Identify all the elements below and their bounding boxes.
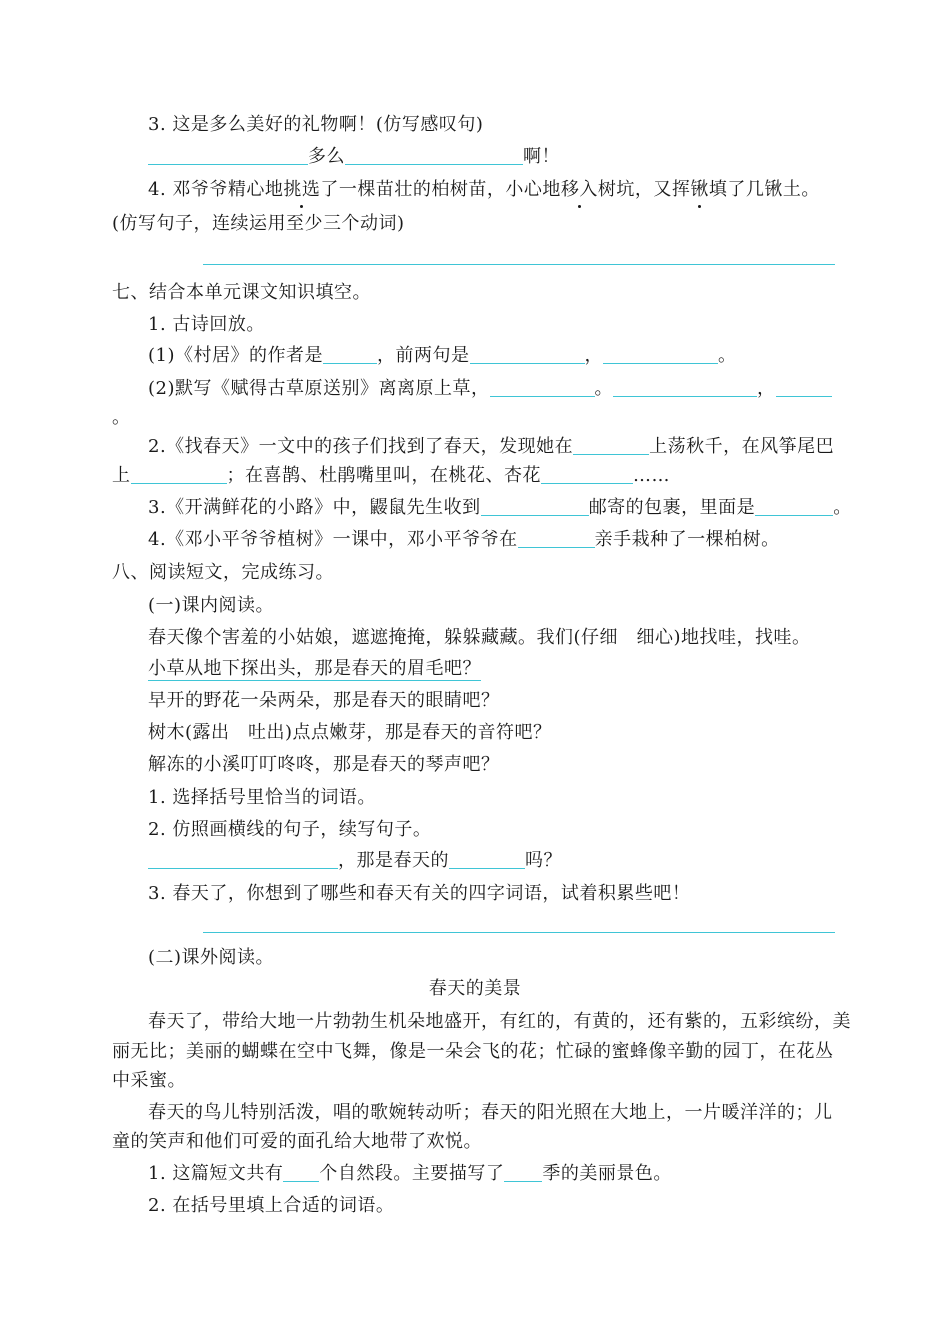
question-4-sentence: 4. 邓爷爷精心地挑选了一棵苗壮的柏树苗，小心地移入树坑，又挥锹填了几锹土。 xyxy=(148,179,820,200)
blank-field[interactable] xyxy=(504,1163,542,1182)
section-7-q1: 1. 古诗回放。 xyxy=(148,314,265,335)
essay-q2: 2. 在括号里填上合适的词语。 xyxy=(148,1195,395,1216)
blank-field[interactable] xyxy=(518,529,595,548)
verb-emphasis: 挑选 xyxy=(283,179,321,200)
reading-line-5: 解冻的小溪叮叮咚咚，那是春天的琴声吧？ xyxy=(148,754,500,775)
section-7-q3: 3.《开满鲜花的小路》中，鼹鼠先生收到 邮寄的包裹，里面是 。 xyxy=(148,497,852,518)
blank-field[interactable] xyxy=(490,378,595,397)
verb-emphasis: 挥锹填 xyxy=(671,179,728,200)
blank-field[interactable] xyxy=(283,1163,319,1182)
question-3-answer-line: 多么 啊！ xyxy=(148,145,560,169)
blank-field[interactable] xyxy=(573,436,649,455)
blank-field[interactable] xyxy=(613,378,757,397)
reading-q2-answer-line: ，那是春天的 吗？ xyxy=(148,849,562,873)
blank-field[interactable] xyxy=(776,378,832,397)
reading-line-3: 早开的野花一朵两朵，那是春天的眼睛吧？ xyxy=(148,690,500,711)
section-7-q1-2: (2)默写《赋得古草原送别》离离原上草， 。 ， xyxy=(148,377,832,401)
essay-q1: 1. 这篇短文共有 个自然段。主要描写了 季的美丽景色。 xyxy=(148,1163,672,1184)
essay-para2-line1: 春天的鸟儿特别活泼，唱的歌婉转动听；春天的阳光照在大地上，一片暖洋洋的；儿 xyxy=(148,1102,833,1123)
section-7-q1-1: (1)《村居》的作者是 ，前两句是 ， 。 xyxy=(148,345,737,366)
answer-line[interactable] xyxy=(203,932,835,933)
question-3-exclamation: 3. 这是多么美好的礼物啊！(仿写感叹句) xyxy=(148,114,484,135)
essay-para1-line2: 丽无比；美丽的蝴蝶在空中飞舞，像是一朵会飞的花；忙碌的蜜蜂像辛勤的园丁，在花丛 xyxy=(112,1041,834,1062)
question-4-instruction: (仿写句子，连续运用至少三个动词) xyxy=(112,213,405,234)
section-8-part2-title: (二)课外阅读。 xyxy=(148,947,275,968)
section-7-q1-2-end: 。 xyxy=(112,407,131,428)
section-7-title: 七、结合本单元课文知识填空。 xyxy=(112,282,371,303)
reading-q2: 2. 仿照画横线的句子，续写句子。 xyxy=(148,819,432,840)
blank-field[interactable] xyxy=(148,146,308,165)
reading-line-1: 春天像个害羞的小姑娘，遮遮掩掩，躲躲藏藏。我们(仔细 细心)地找哇，找哇。 xyxy=(148,627,811,648)
section-7-q2-cont: 上 ；在喜鹊、杜鹃嘴里叫，在桃花、杏花 …… xyxy=(112,465,670,486)
answer-line[interactable] xyxy=(203,264,835,265)
essay-para2-line2: 童的笑声和他们可爱的面孔给大地带了欢悦。 xyxy=(112,1131,482,1152)
blank-field[interactable] xyxy=(470,345,585,364)
reading-line-4: 树木(露出 吐出)点点嫩芽，那是春天的音符吧？ xyxy=(148,722,552,743)
essay-para1-line3: 中采蜜。 xyxy=(112,1070,186,1091)
section-7-q2: 2.《找春天》一文中的孩子们找到了春天，发现她在 上荡秋千，在风筝尾巴 xyxy=(148,436,835,457)
blank-field[interactable] xyxy=(481,497,589,516)
blank-field[interactable] xyxy=(449,850,525,869)
blank-field[interactable] xyxy=(131,465,227,484)
essay-para1-line1: 春天了，带给大地一片勃勃生机朵地盛开，有红的，有黄的，还有紫的，五彩缤纷，美 xyxy=(148,1011,851,1032)
section-8-title: 八、阅读短文，完成练习。 xyxy=(112,562,334,583)
verb-emphasis: 移入 xyxy=(560,179,598,200)
blank-field[interactable] xyxy=(323,345,377,364)
blank-field[interactable] xyxy=(755,497,833,516)
reading-line-2-underlined: 小草从地下探出头，那是春天的眉毛吧？ xyxy=(148,658,481,679)
reading-q1: 1. 选择括号里恰当的词语。 xyxy=(148,787,376,808)
blank-field[interactable] xyxy=(541,465,633,484)
reading-q3: 3. 春天了，你想到了哪些和春天有关的四字词语，试着积累些吧！ xyxy=(148,883,691,904)
section-7-q4: 4.《邓小平爷爷植树》一课中，邓小平爷爷在 亲手栽种了一棵柏树。 xyxy=(148,529,780,550)
blank-field[interactable] xyxy=(148,850,338,869)
blank-field[interactable] xyxy=(345,146,523,165)
section-8-part1-title: (一)课内阅读。 xyxy=(148,595,275,616)
essay-title: 春天的美景 xyxy=(428,978,522,999)
blank-field[interactable] xyxy=(603,345,718,364)
